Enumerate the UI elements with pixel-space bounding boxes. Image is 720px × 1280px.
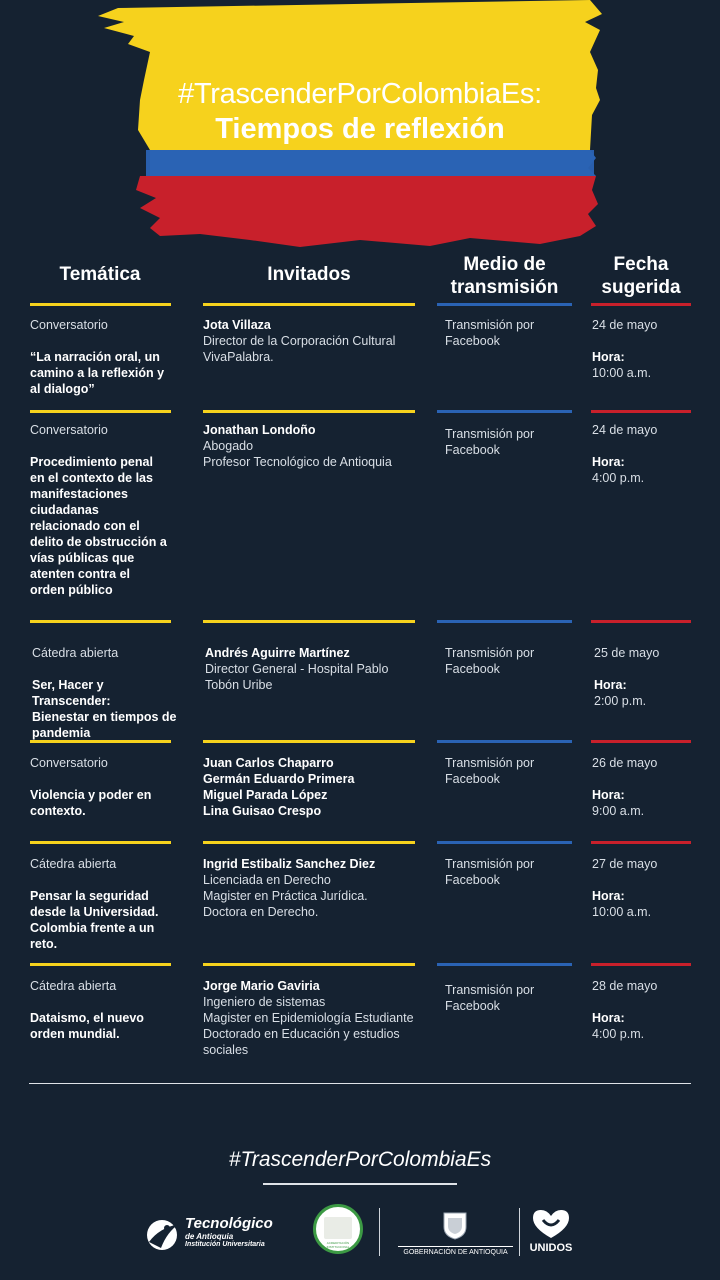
event-date: [592, 422, 692, 486]
hora-label: Hora:: [592, 788, 625, 802]
event-type: Cátedra abierta: [30, 979, 117, 993]
event-topic-line: atenten contra el: [30, 567, 131, 581]
event-guests: [203, 856, 423, 920]
header-medio-line-1: Medio de: [463, 254, 546, 275]
guest-detail: Abogado: [203, 439, 254, 453]
guest-detail: VivaPalabra.: [203, 350, 274, 364]
event-topic-line: delito de obstrucción a: [30, 535, 167, 549]
event-topic-line: manifestaciones: [30, 487, 128, 501]
event-medium: [445, 856, 575, 888]
event-guests: [203, 755, 423, 819]
header-tematica: Temática: [59, 264, 141, 285]
event-medium: [445, 755, 575, 787]
medium-line: Transmisión por: [445, 318, 535, 332]
event-medium: [445, 645, 575, 677]
guest-detail: Magister en Epidemiología Estudiante: [203, 1011, 414, 1025]
date-value: 25 de mayo: [594, 646, 660, 660]
hora-label: Hora:: [592, 889, 625, 903]
hashtag-underline: [263, 1183, 457, 1185]
time-value: 4:00 p.m.: [592, 1027, 645, 1041]
event-medium: [445, 982, 575, 1014]
date-value: 28 de mayo: [592, 979, 658, 993]
medium-line: Facebook: [445, 334, 500, 348]
event-date: [594, 645, 694, 709]
logo1-line-2: de Antioquia: [185, 1232, 234, 1241]
gobernacion-logo: [398, 1210, 513, 1260]
coat-of-arms-icon: [441, 1210, 469, 1240]
medium-line: Transmisión por: [445, 756, 535, 770]
event-guests: [203, 317, 423, 365]
guest-name: Juan Carlos Chaparro: [203, 756, 334, 770]
event-type: Conversatorio: [30, 318, 108, 332]
date-value: 26 de mayo: [592, 756, 658, 770]
event-type: Cátedra abierta: [30, 857, 117, 871]
logo1-line-1: Tecnológico: [185, 1215, 273, 1232]
time-value: 10:00 a.m.: [592, 366, 652, 380]
event-type: Conversatorio: [30, 756, 108, 770]
guest-name: Miguel Parada López: [203, 788, 328, 802]
event-type: Cátedra abierta: [32, 646, 119, 660]
header-medio-line-2: transmisión: [450, 277, 559, 298]
guest-detail: Tobón Uribe: [205, 678, 273, 692]
accreditation-seal: [313, 1204, 363, 1254]
hora-label: Hora:: [592, 350, 625, 364]
event-topic-line: vías públicas que: [30, 551, 135, 565]
event-topic-line: en el contexto de las: [30, 471, 153, 485]
footer-hashtag: #TrascenderPorColombiaEs: [228, 1148, 492, 1171]
event-date: [592, 317, 692, 381]
medium-line: Transmisión por: [445, 427, 535, 441]
event-row: [30, 317, 175, 397]
guest-detail: Director de la Corporación Cultural: [203, 334, 396, 348]
time-value: 4:00 p.m.: [592, 471, 645, 485]
date-value: 24 de mayo: [592, 423, 658, 437]
guest-name: Andrés Aguirre Martínez: [205, 646, 350, 660]
event-topic-line: orden mundial.: [30, 1027, 120, 1041]
header-fecha-line-2: sugerida: [601, 277, 681, 298]
medium-line: Transmisión por: [445, 646, 535, 660]
seal-text: ACREDITACIÓN INSTITUCIONAL: [326, 1241, 350, 1249]
event-row: [32, 645, 182, 741]
time-value: 9:00 a.m.: [592, 804, 645, 818]
event-topic-line: reto.: [30, 937, 58, 951]
guest-detail: Magister en Práctica Jurídica.: [203, 889, 368, 903]
footer-divider: [29, 1083, 691, 1084]
seal-inner: [324, 1217, 352, 1239]
event-medium: [445, 426, 575, 458]
medium-line: Transmisión por: [445, 983, 535, 997]
date-value: 27 de mayo: [592, 857, 658, 871]
logo1-line-3: Institución Universitaria: [185, 1241, 265, 1248]
footer-logos: [0, 1200, 720, 1270]
event-guests: [205, 645, 425, 693]
event-topic-line: al dialogo”: [30, 382, 95, 396]
tecnologico-emblem-icon: [145, 1218, 183, 1252]
guest-detail: Doctorado en Educación y estudios: [203, 1027, 400, 1041]
guest-detail: Profesor Tecnológico de Antioquia: [203, 455, 392, 469]
event-date: [592, 856, 692, 920]
event-guests: [203, 422, 423, 470]
guest-detail: Ingeniero de sistemas: [203, 995, 326, 1009]
guest-detail: Doctora en Derecho.: [203, 905, 319, 919]
header-invitados: Invitados: [267, 264, 351, 285]
event-topic-line: Dataismo, el nuevo: [30, 1011, 144, 1025]
event-row: [30, 856, 175, 952]
hora-label: Hora:: [594, 678, 627, 692]
guest-name: Jorge Mario Gaviria: [203, 979, 320, 993]
event-topic-line: Procedimiento penal: [30, 455, 153, 469]
event-date: [592, 978, 692, 1042]
hora-label: Hora:: [592, 455, 625, 469]
logo-divider: [519, 1208, 520, 1256]
guest-name: Jonathan Londoño: [203, 423, 316, 437]
guest-name: Jota Villaza: [203, 318, 271, 332]
event-topic-line: “La narración oral, un: [30, 350, 160, 364]
event-row: [30, 978, 175, 1042]
hora-label: Hora:: [592, 1011, 625, 1025]
medium-line: Facebook: [445, 873, 500, 887]
medium-line: Facebook: [445, 443, 500, 457]
page-title-line-2: Tiempos de reflexión: [215, 113, 505, 145]
medium-line: Facebook: [445, 772, 500, 786]
unidos-logo: [527, 1208, 575, 1263]
event-topic-line: relacionado con el: [30, 519, 140, 533]
logo-divider: [379, 1208, 380, 1256]
event-topic-line: pandemia: [32, 726, 91, 740]
event-topic-line: Violencia y poder en: [30, 788, 152, 802]
header-fecha-line-1: Fecha: [613, 254, 669, 275]
guest-name: Lina Guisao Crespo: [203, 804, 322, 818]
event-topic-line: Ser, Hacer y Transcender:: [32, 678, 111, 708]
event-medium: [445, 317, 575, 349]
page-title-line-1: #TrascenderPorColombiaEs:: [178, 78, 542, 110]
tecnologico-logo: [145, 1216, 305, 1256]
event-topic-line: contexto.: [30, 804, 86, 818]
medium-line: Facebook: [445, 999, 500, 1013]
unidos-heart-icon: [529, 1208, 573, 1240]
guest-detail: sociales: [203, 1043, 249, 1057]
event-date: [592, 755, 692, 819]
event-guests: [203, 978, 428, 1058]
event-topic-line: Bienestar en tiempos de: [32, 710, 177, 724]
header-fecha: [591, 253, 691, 299]
time-value: 10:00 a.m.: [592, 905, 652, 919]
guest-detail: Director General - Hospital Pablo: [205, 662, 389, 676]
time-value: 2:00 p.m.: [594, 694, 647, 708]
event-row: [30, 755, 175, 819]
gobernacion-text: GOBERNACIÓN DE ANTIOQUIA: [398, 1246, 513, 1256]
event-topic-line: Pensar la seguridad: [30, 889, 149, 903]
guest-detail: Licenciada en Derecho: [203, 873, 331, 887]
medium-line: Facebook: [445, 662, 500, 676]
event-topic-line: camino a la reflexión y: [30, 366, 165, 380]
event-topic-line: desde la Universidad.: [30, 905, 159, 919]
event-topic-line: ciudadanas: [30, 503, 99, 517]
event-topic-line: Colombia frente a un: [30, 921, 155, 935]
header-medio: [437, 253, 572, 299]
guest-name: Ingrid Estibaliz Sanchez Diez: [203, 857, 376, 871]
unidos-text: UNIDOS: [529, 1242, 573, 1254]
event-row: [30, 422, 175, 598]
date-value: 24 de mayo: [592, 318, 658, 332]
medium-line: Transmisión por: [445, 857, 535, 871]
event-topic-line: orden público: [30, 583, 113, 597]
event-type: Conversatorio: [30, 423, 108, 437]
guest-name: Germán Eduardo Primera: [203, 772, 355, 786]
